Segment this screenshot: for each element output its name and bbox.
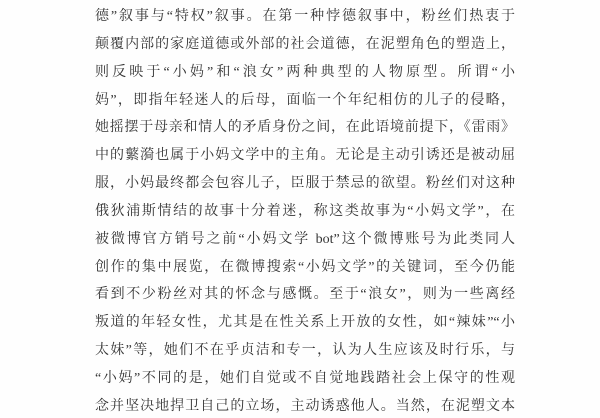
text-line: 俄狄浦斯情结的故事十分着迷，称这类故事为“小妈文学”，在 xyxy=(95,203,515,219)
text-line: 叛道的年轻女性，尤其是在性关系上开放的女性，如“辣妹”“小 xyxy=(95,315,515,331)
text-line: 颠覆内部的家庭道德或外部的社会道德，在泥塑角色的塑造上， xyxy=(95,36,515,52)
text-line: 看到不少粉丝对其的怀念与感慨。至于“浪女”，则为一些离经 xyxy=(95,287,515,303)
text-line: 则反映于“小妈”和“浪女”两种典型的人物原型。所谓“小 xyxy=(95,64,515,80)
text-line: 服，小妈最终都会包容儿子，臣服于禁忌的欲望。粉丝们对这种 xyxy=(95,176,515,192)
paragraph-text xyxy=(95,3,515,418)
text-line: 中的蘩漪也属于小妈文学中的主角。无论是主动引诱还是被动屈 xyxy=(95,148,515,164)
text-line: 念并坚决地捍卫自己的立场，主动诱惑他人。当然，在泥塑文本 xyxy=(95,398,515,414)
text-line: 被微博官方销号之前“小妈文学 bot”这个微博账号为此类同人 xyxy=(95,231,515,247)
text-line: “小妈”不同的是，她们自觉或不自觉地践踏社会上保守的性观 xyxy=(95,370,515,386)
text-line: 妈”，即指年轻迷人的后母，面临一个年纪相仿的儿子的侵略， xyxy=(95,92,515,108)
text-line: 德”叙事与“特权”叙事。在第一种悖德叙事中，粉丝们热衷于 xyxy=(95,9,515,24)
text-line: 太妹”等，她们不在乎贞洁和专一，认为人生应该及时行乐，与 xyxy=(95,343,515,359)
text-line: 创作的集中展览，在微博搜索“小妈文学”的关键词，至今仍能 xyxy=(95,259,515,275)
text-line: 她摇摆于母亲和情人的矛盾身份之间，在此语境前提下，《雷雨》 xyxy=(95,120,515,136)
